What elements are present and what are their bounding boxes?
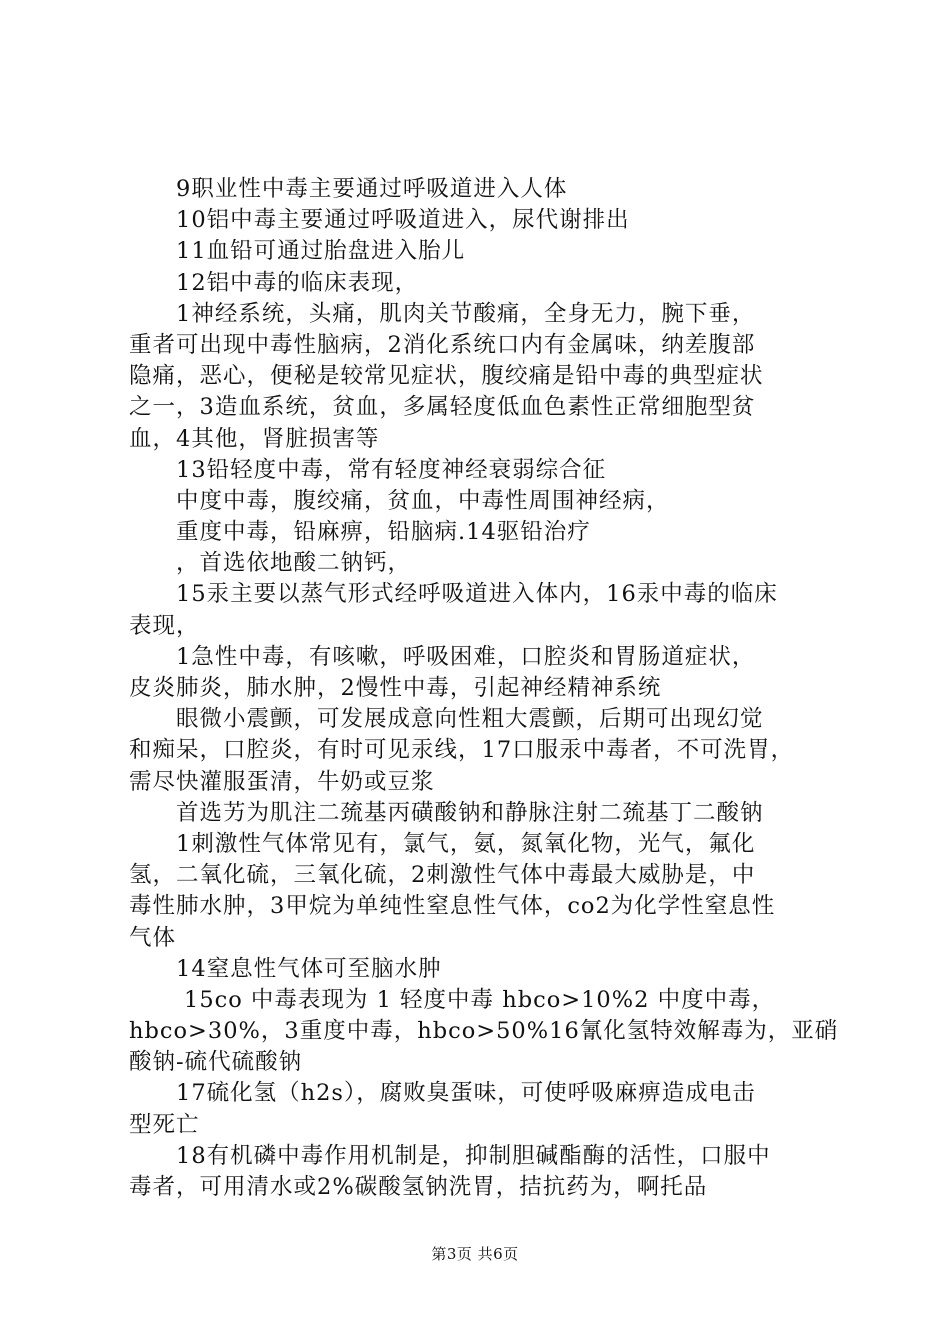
text-line: 15co 中毒表现为 1 轻度中毒 hbco>10%2 中度中毒， — [184, 986, 776, 1013]
text-line: 气体 — [129, 924, 177, 951]
text-line: 重者可出现中毒性脑病，2消化系统口内有金属味，纳差腹部 — [129, 331, 756, 358]
text-line: 眼微小震颤，可发展成意向性粗大震颤，后期可出现幻觉 — [176, 706, 764, 733]
text-line: 之一，3造血系统，贫血，多属轻度低血色素性正常细胞型贫 — [129, 394, 756, 421]
text-line: 毒性肺水肿，3甲烷为单纯性窒息性气体，co2为化学性窒息性 — [129, 893, 776, 920]
text-line: 血，4其他，肾脏损害等 — [129, 425, 380, 452]
text-line: 首选艻为肌注二巯基丙磺酸钠和静脉注射二巯基丁二酸钠 — [176, 799, 764, 826]
text-line: 15汞主要以蒸气形式经呼吸道进入体内，16汞中毒的临床 — [176, 581, 778, 608]
text-line: 需尽快灌服蛋清，牛奶或豆浆 — [129, 768, 435, 795]
text-line: 12铝中毒的临床表现， — [176, 269, 419, 296]
text-line: 氢，二氧化硫，三氧化硫，2刺激性气体中毒最大威胁是，中 — [129, 862, 756, 889]
text-line: 17硫化氢（h2s），腐败臭蛋味，可使呼吸麻痹造成电击 — [176, 1080, 756, 1107]
text-line: 14窒息性气体可至脑水肿 — [176, 955, 442, 982]
text-line: 13铅轻度中毒，常有轻度神经衰弱综合征 — [176, 456, 607, 483]
text-line: ，首选依地酸二钠钙， — [176, 550, 412, 577]
text-line: hbco>30%，3重度中毒，hbco>50%16氰化氢特效解毒为，亚硝 — [129, 1018, 839, 1045]
text-line: 隐痛，恶心，便秘是较常见症状，腹绞痛是铅中毒的典型症状 — [129, 363, 764, 390]
text-line: 18有机磷中毒作用机制是，抑制胆碱酯酶的活性，口服中 — [176, 1142, 771, 1169]
document-body — [129, 174, 839, 1203]
text-line: 10铝中毒主要通过呼吸道进入，尿代谢排出 — [176, 207, 630, 234]
text-line: 酸钠-硫代硫酸钠 — [129, 1049, 303, 1076]
page-footer: 第3页 共6页 — [431, 1245, 519, 1263]
text-line: 1急性中毒，有咳嗽，呼吸困难，口腔炎和胃肠道症状， — [176, 643, 756, 670]
text-line: 11血铅可通过胎盘进入胎儿 — [176, 238, 466, 265]
text-line: 皮炎肺炎，肺水肿，2慢性中毒，引起神经精神系统 — [129, 675, 662, 701]
text-line: 重度中毒，铅麻痹，铅脑病.14驱铅治疗 — [176, 519, 591, 546]
text-line: 1神经系统，头痛，肌肉关节酸痛，全身无力，腕下垂， — [176, 300, 756, 327]
text-line: 中度中毒，腹绞痛，贫血，中毒性周围神经病， — [176, 487, 670, 514]
text-line: 毒者，可用清水或2%碳酸氢钠洗胃，拮抗药为，啊托品 — [129, 1174, 708, 1200]
text-line: 1刺激性气体常见有，氯气，氨，氮氧化物，光气，氟化 — [176, 830, 756, 857]
text-line: 和痴呆，口腔炎，有时可见汞线，17口服汞中毒者，不可洗胃， — [129, 737, 795, 764]
text-line: 9职业性中毒主要通过呼吸道进入人体 — [176, 176, 568, 202]
text-line: 表现， — [129, 612, 200, 639]
text-line: 型死亡 — [129, 1111, 200, 1138]
